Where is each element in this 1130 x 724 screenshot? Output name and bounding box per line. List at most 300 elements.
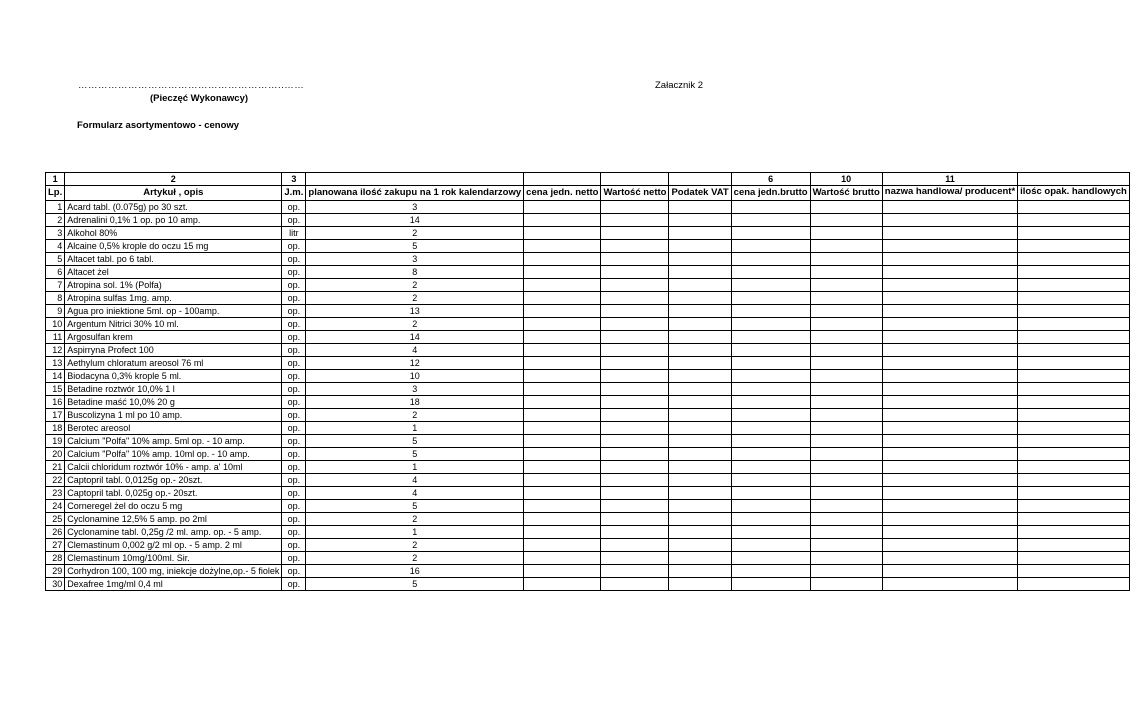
row-trade-name-cell[interactable] [882, 357, 1017, 370]
table-row [46, 305, 1130, 318]
row-trade-name-cell[interactable] [882, 266, 1017, 279]
row-unit-price-net-cell[interactable] [524, 474, 601, 487]
row-vat-cell[interactable] [669, 578, 731, 591]
row-package-count-cell[interactable] [1018, 552, 1130, 565]
row-unit-price-net-cell[interactable] [524, 240, 601, 253]
row-package-count-cell[interactable] [1018, 396, 1130, 409]
row-unit-price-gross-cell[interactable] [731, 526, 810, 539]
row-vat-cell[interactable] [669, 318, 731, 331]
row-value-net-cell[interactable] [601, 526, 669, 539]
row-unit-price-net-cell[interactable] [524, 461, 601, 474]
row-vat-cell[interactable] [669, 474, 731, 487]
row-unit-price-gross-cell[interactable] [731, 201, 810, 214]
row-trade-name-cell[interactable] [882, 305, 1017, 318]
row-value-gross-cell[interactable] [810, 513, 882, 526]
row-unit-price-gross-cell[interactable] [731, 292, 810, 305]
row-unit: op. [282, 383, 306, 396]
row-lp: 19 [46, 435, 65, 448]
row-unit-price-net-cell[interactable] [524, 526, 601, 539]
row-planned-qty: 2 [306, 227, 524, 240]
row-vat-cell[interactable] [669, 513, 731, 526]
row-unit: op. [282, 565, 306, 578]
row-vat-cell[interactable] [669, 344, 731, 357]
row-unit-price-gross-cell[interactable] [731, 474, 810, 487]
row-planned-qty: 3 [306, 253, 524, 266]
row-value-gross-cell[interactable] [810, 409, 882, 422]
row-vat-cell[interactable] [669, 383, 731, 396]
row-package-count-cell[interactable] [1018, 318, 1130, 331]
row-package-count-cell[interactable] [1018, 253, 1130, 266]
row-vat-cell[interactable] [669, 461, 731, 474]
row-unit-price-net-cell[interactable] [524, 565, 601, 578]
row-unit-price-net-cell[interactable] [524, 201, 601, 214]
row-article-name: Agua pro iniektione 5ml. op - 100amp. [65, 305, 282, 318]
row-vat-cell[interactable] [669, 396, 731, 409]
row-unit-price-gross-cell[interactable] [731, 565, 810, 578]
row-vat-cell[interactable] [669, 500, 731, 513]
row-value-gross-cell[interactable] [810, 266, 882, 279]
row-value-net-cell[interactable] [601, 292, 669, 305]
row-package-count-cell[interactable] [1018, 383, 1130, 396]
row-value-net-cell[interactable] [601, 448, 669, 461]
row-value-gross-cell[interactable] [810, 526, 882, 539]
row-trade-name-cell[interactable] [882, 227, 1017, 240]
row-trade-name-cell[interactable] [882, 526, 1017, 539]
row-article-name: Alcaine 0,5% krople do oczu 15 mg [65, 240, 282, 253]
row-trade-name-cell[interactable] [882, 539, 1017, 552]
table-row [46, 357, 1130, 370]
row-value-gross-cell[interactable] [810, 396, 882, 409]
row-trade-name-cell[interactable] [882, 383, 1017, 396]
row-unit-price-net-cell[interactable] [524, 552, 601, 565]
row-value-net-cell[interactable] [601, 396, 669, 409]
row-package-count-cell[interactable] [1018, 526, 1130, 539]
row-value-net-cell[interactable] [601, 539, 669, 552]
row-value-gross-cell[interactable] [810, 552, 882, 565]
row-vat-cell[interactable] [669, 422, 731, 435]
row-package-count-cell[interactable] [1018, 448, 1130, 461]
row-unit-price-gross-cell[interactable] [731, 383, 810, 396]
row-unit-price-gross-cell[interactable] [731, 266, 810, 279]
row-planned-qty: 5 [306, 500, 524, 513]
row-planned-qty: 5 [306, 435, 524, 448]
row-value-gross-cell[interactable] [810, 344, 882, 357]
row-unit-price-net-cell[interactable] [524, 318, 601, 331]
table-row [46, 578, 1130, 591]
column-number: 3 [282, 173, 306, 186]
row-unit-price-net-cell[interactable] [524, 513, 601, 526]
row-package-count-cell[interactable] [1018, 370, 1130, 383]
row-vat-cell[interactable] [669, 552, 731, 565]
row-vat-cell[interactable] [669, 240, 731, 253]
header-package-count: ilośc opak. handlowych [1018, 186, 1130, 201]
row-unit: op. [282, 539, 306, 552]
row-value-net-cell[interactable] [601, 578, 669, 591]
row-value-gross-cell[interactable] [810, 487, 882, 500]
row-unit-price-net-cell[interactable] [524, 448, 601, 461]
row-unit: op. [282, 240, 306, 253]
row-package-count-cell[interactable] [1018, 422, 1130, 435]
row-unit-price-gross-cell[interactable] [731, 500, 810, 513]
row-unit-price-net-cell[interactable] [524, 357, 601, 370]
row-value-net-cell[interactable] [601, 214, 669, 227]
row-trade-name-cell[interactable] [882, 422, 1017, 435]
row-value-net-cell[interactable] [601, 331, 669, 344]
row-value-gross-cell[interactable] [810, 422, 882, 435]
row-article-name: Argentum Nitrici 30% 10 ml. [65, 318, 282, 331]
row-value-gross-cell[interactable] [810, 500, 882, 513]
row-trade-name-cell[interactable] [882, 214, 1017, 227]
header-vat: Podatek VAT [669, 186, 731, 201]
row-unit-price-gross-cell[interactable] [731, 318, 810, 331]
row-unit: op. [282, 344, 306, 357]
row-value-net-cell[interactable] [601, 552, 669, 565]
row-unit-price-gross-cell[interactable] [731, 448, 810, 461]
header-value-net: Wartość netto [601, 186, 669, 201]
row-article-name: Corneregel żel do oczu 5 mg [65, 500, 282, 513]
row-unit-price-net-cell[interactable] [524, 396, 601, 409]
row-lp: 28 [46, 552, 65, 565]
row-unit-price-net-cell[interactable] [524, 292, 601, 305]
row-value-net-cell[interactable] [601, 500, 669, 513]
row-article-name: Captopril tabl. 0,0125g op.- 20szt. [65, 474, 282, 487]
row-lp: 8 [46, 292, 65, 305]
row-trade-name-cell[interactable] [882, 552, 1017, 565]
row-vat-cell[interactable] [669, 253, 731, 266]
row-value-gross-cell[interactable] [810, 253, 882, 266]
row-unit-price-gross-cell[interactable] [731, 227, 810, 240]
table-row [46, 266, 1130, 279]
row-planned-qty: 14 [306, 214, 524, 227]
row-lp: 10 [46, 318, 65, 331]
row-article-name: Calcii chloridum roztwór 10% - amp. a' 10ml [65, 461, 282, 474]
row-unit-price-gross-cell[interactable] [731, 513, 810, 526]
row-vat-cell[interactable] [669, 305, 731, 318]
row-vat-cell[interactable] [669, 409, 731, 422]
row-unit: op. [282, 513, 306, 526]
row-lp: 15 [46, 383, 65, 396]
row-value-net-cell[interactable] [601, 383, 669, 396]
row-unit: op. [282, 578, 306, 591]
column-number [1018, 173, 1130, 186]
row-value-net-cell[interactable] [601, 422, 669, 435]
row-trade-name-cell[interactable] [882, 318, 1017, 331]
row-unit-price-net-cell[interactable] [524, 370, 601, 383]
row-value-gross-cell[interactable] [810, 292, 882, 305]
row-package-count-cell[interactable] [1018, 487, 1130, 500]
row-lp: 30 [46, 578, 65, 591]
row-package-count-cell[interactable] [1018, 461, 1130, 474]
row-planned-qty: 13 [306, 305, 524, 318]
column-number [524, 173, 601, 186]
row-trade-name-cell[interactable] [882, 461, 1017, 474]
row-unit: op. [282, 370, 306, 383]
row-value-net-cell[interactable] [601, 344, 669, 357]
row-package-count-cell[interactable] [1018, 513, 1130, 526]
row-unit: op. [282, 318, 306, 331]
table-row [46, 214, 1130, 227]
row-planned-qty: 4 [306, 487, 524, 500]
row-package-count-cell[interactable] [1018, 344, 1130, 357]
row-planned-qty: 2 [306, 513, 524, 526]
row-value-net-cell[interactable] [601, 305, 669, 318]
row-trade-name-cell[interactable] [882, 370, 1017, 383]
column-number [669, 173, 731, 186]
row-value-gross-cell[interactable] [810, 461, 882, 474]
row-package-count-cell[interactable] [1018, 539, 1130, 552]
row-unit-price-net-cell[interactable] [524, 422, 601, 435]
column-number [306, 173, 524, 186]
row-value-net-cell[interactable] [601, 357, 669, 370]
row-value-net-cell[interactable] [601, 461, 669, 474]
row-unit-price-net-cell[interactable] [524, 331, 601, 344]
row-lp: 7 [46, 279, 65, 292]
row-package-count-cell[interactable] [1018, 227, 1130, 240]
row-unit-price-net-cell[interactable] [524, 227, 601, 240]
row-unit-price-gross-cell[interactable] [731, 552, 810, 565]
row-unit: op. [282, 422, 306, 435]
row-trade-name-cell[interactable] [882, 409, 1017, 422]
row-vat-cell[interactable] [669, 370, 731, 383]
row-trade-name-cell[interactable] [882, 240, 1017, 253]
row-unit-price-gross-cell[interactable] [731, 409, 810, 422]
row-vat-cell[interactable] [669, 214, 731, 227]
row-unit-price-gross-cell[interactable] [731, 539, 810, 552]
row-value-net-cell[interactable] [601, 253, 669, 266]
row-unit: op. [282, 253, 306, 266]
row-unit-price-gross-cell[interactable] [731, 240, 810, 253]
header-planned-qty: planowana ilość zakupu na 1 rok kalendarzowy [306, 186, 524, 201]
row-trade-name-cell[interactable] [882, 279, 1017, 292]
row-unit-price-net-cell[interactable] [524, 578, 601, 591]
row-planned-qty: 2 [306, 552, 524, 565]
row-planned-qty: 5 [306, 240, 524, 253]
row-value-gross-cell[interactable] [810, 578, 882, 591]
row-value-net-cell[interactable] [601, 279, 669, 292]
row-unit-price-net-cell[interactable] [524, 409, 601, 422]
row-trade-name-cell[interactable] [882, 578, 1017, 591]
row-value-net-cell[interactable] [601, 266, 669, 279]
row-package-count-cell[interactable] [1018, 435, 1130, 448]
row-planned-qty: 3 [306, 383, 524, 396]
row-package-count-cell[interactable] [1018, 279, 1130, 292]
row-value-net-cell[interactable] [601, 227, 669, 240]
row-lp: 6 [46, 266, 65, 279]
row-unit-price-net-cell[interactable] [524, 500, 601, 513]
row-value-net-cell[interactable] [601, 201, 669, 214]
row-trade-name-cell[interactable] [882, 331, 1017, 344]
row-package-count-cell[interactable] [1018, 266, 1130, 279]
row-unit: litr [282, 227, 306, 240]
row-article-name: Biodacyna 0,3% krople 5 ml. [65, 370, 282, 383]
row-trade-name-cell[interactable] [882, 435, 1017, 448]
row-trade-name-cell[interactable] [882, 253, 1017, 266]
row-unit-price-net-cell[interactable] [524, 487, 601, 500]
row-package-count-cell[interactable] [1018, 500, 1130, 513]
table-row [46, 435, 1130, 448]
row-trade-name-cell[interactable] [882, 201, 1017, 214]
table-row [46, 227, 1130, 240]
row-value-gross-cell[interactable] [810, 474, 882, 487]
row-planned-qty: 10 [306, 370, 524, 383]
row-value-gross-cell[interactable] [810, 435, 882, 448]
row-article-name: Betadine maść 10,0% 20 g [65, 396, 282, 409]
row-value-gross-cell[interactable] [810, 305, 882, 318]
row-article-name: Captopril tabl. 0,025g op.- 20szt. [65, 487, 282, 500]
header-value-gross: Wartość brutto [810, 186, 882, 201]
row-unit-price-gross-cell[interactable] [731, 578, 810, 591]
row-unit-price-net-cell[interactable] [524, 344, 601, 357]
row-vat-cell[interactable] [669, 331, 731, 344]
header-unit: J.m. [282, 186, 306, 201]
row-vat-cell[interactable] [669, 357, 731, 370]
row-unit-price-gross-cell[interactable] [731, 461, 810, 474]
row-vat-cell[interactable] [669, 565, 731, 578]
column-number-row [46, 173, 1130, 186]
row-lp: 23 [46, 487, 65, 500]
row-vat-cell[interactable] [669, 539, 731, 552]
row-trade-name-cell[interactable] [882, 513, 1017, 526]
row-planned-qty: 3 [306, 201, 524, 214]
row-article-name: Alkohol 80% [65, 227, 282, 240]
row-vat-cell[interactable] [669, 448, 731, 461]
row-value-gross-cell[interactable] [810, 214, 882, 227]
row-package-count-cell[interactable] [1018, 240, 1130, 253]
row-vat-cell[interactable] [669, 266, 731, 279]
row-unit-price-gross-cell[interactable] [731, 279, 810, 292]
table-row [46, 331, 1130, 344]
table-row [46, 461, 1130, 474]
row-trade-name-cell[interactable] [882, 474, 1017, 487]
row-article-name: Altacet żel [65, 266, 282, 279]
row-value-gross-cell[interactable] [810, 227, 882, 240]
row-value-net-cell[interactable] [601, 370, 669, 383]
row-value-gross-cell[interactable] [810, 565, 882, 578]
form-title: Formularz asortymentowo - cenowy [77, 120, 240, 131]
row-vat-cell[interactable] [669, 279, 731, 292]
row-value-net-cell[interactable] [601, 240, 669, 253]
row-value-net-cell[interactable] [601, 474, 669, 487]
table-row [46, 487, 1130, 500]
row-unit-price-net-cell[interactable] [524, 266, 601, 279]
row-lp: 3 [46, 227, 65, 240]
row-unit-price-gross-cell[interactable] [731, 357, 810, 370]
row-article-name: Adrenalini 0,1% 1 op. po 10 amp. [65, 214, 282, 227]
row-article-name: Buscolizyna 1 ml po 10 amp. [65, 409, 282, 422]
row-unit-price-net-cell[interactable] [524, 539, 601, 552]
row-package-count-cell[interactable] [1018, 214, 1130, 227]
table-row [46, 292, 1130, 305]
row-package-count-cell[interactable] [1018, 201, 1130, 214]
row-lp: 27 [46, 539, 65, 552]
row-unit-price-gross-cell[interactable] [731, 344, 810, 357]
row-unit-price-gross-cell[interactable] [731, 305, 810, 318]
row-value-net-cell[interactable] [601, 409, 669, 422]
row-package-count-cell[interactable] [1018, 331, 1130, 344]
row-unit-price-net-cell[interactable] [524, 383, 601, 396]
row-vat-cell[interactable] [669, 201, 731, 214]
row-unit-price-gross-cell[interactable] [731, 253, 810, 266]
row-article-name: Betadine roztwór 10,0% 1 l [65, 383, 282, 396]
row-lp: 1 [46, 201, 65, 214]
row-vat-cell[interactable] [669, 526, 731, 539]
table-row [46, 370, 1130, 383]
row-value-gross-cell[interactable] [810, 370, 882, 383]
row-unit-price-net-cell[interactable] [524, 435, 601, 448]
row-planned-qty: 5 [306, 578, 524, 591]
row-value-gross-cell[interactable] [810, 279, 882, 292]
row-lp: 22 [46, 474, 65, 487]
row-unit: op. [282, 305, 306, 318]
row-article-name: Clemastinum 0,002 g/2 ml op. - 5 amp. 2 ml [65, 539, 282, 552]
header-trade-name: nazwa handlowa/ producent* [882, 186, 1017, 201]
row-unit: op. [282, 500, 306, 513]
row-trade-name-cell[interactable] [882, 487, 1017, 500]
row-value-net-cell[interactable] [601, 513, 669, 526]
row-package-count-cell[interactable] [1018, 305, 1130, 318]
row-unit-price-net-cell[interactable] [524, 214, 601, 227]
row-value-gross-cell[interactable] [810, 331, 882, 344]
row-value-gross-cell[interactable] [810, 383, 882, 396]
row-value-gross-cell[interactable] [810, 240, 882, 253]
header-unit-price-net: cena jedn. netto [524, 186, 601, 201]
row-unit-price-net-cell[interactable] [524, 253, 601, 266]
row-unit-price-gross-cell[interactable] [731, 370, 810, 383]
row-article-name: Atropina sulfas 1mg. amp. [65, 292, 282, 305]
row-package-count-cell[interactable] [1018, 292, 1130, 305]
row-unit: op. [282, 331, 306, 344]
row-unit-price-gross-cell[interactable] [731, 422, 810, 435]
row-value-gross-cell[interactable] [810, 357, 882, 370]
row-package-count-cell[interactable] [1018, 578, 1130, 591]
row-value-gross-cell[interactable] [810, 318, 882, 331]
column-number [601, 173, 669, 186]
row-package-count-cell[interactable] [1018, 565, 1130, 578]
row-unit-price-net-cell[interactable] [524, 279, 601, 292]
row-unit-price-gross-cell[interactable] [731, 214, 810, 227]
table-row [46, 565, 1130, 578]
row-unit-price-net-cell[interactable] [524, 305, 601, 318]
row-value-gross-cell[interactable] [810, 539, 882, 552]
row-value-gross-cell[interactable] [810, 448, 882, 461]
row-trade-name-cell[interactable] [882, 344, 1017, 357]
row-value-net-cell[interactable] [601, 565, 669, 578]
row-value-net-cell[interactable] [601, 318, 669, 331]
row-package-count-cell[interactable] [1018, 357, 1130, 370]
row-trade-name-cell[interactable] [882, 448, 1017, 461]
table-row [46, 539, 1130, 552]
row-vat-cell[interactable] [669, 487, 731, 500]
row-vat-cell[interactable] [669, 292, 731, 305]
row-unit-price-gross-cell[interactable] [731, 331, 810, 344]
row-package-count-cell[interactable] [1018, 474, 1130, 487]
row-trade-name-cell[interactable] [882, 396, 1017, 409]
row-unit-price-gross-cell[interactable] [731, 487, 810, 500]
row-vat-cell[interactable] [669, 227, 731, 240]
row-trade-name-cell[interactable] [882, 565, 1017, 578]
row-trade-name-cell[interactable] [882, 500, 1017, 513]
row-value-net-cell[interactable] [601, 487, 669, 500]
row-package-count-cell[interactable] [1018, 409, 1130, 422]
row-value-net-cell[interactable] [601, 435, 669, 448]
stamp-dotted-line: ……………………………………………………..…… [78, 80, 305, 91]
row-unit-price-gross-cell[interactable] [731, 396, 810, 409]
row-value-gross-cell[interactable] [810, 201, 882, 214]
row-article-name: Cyclonamine tabl. 0,25g /2 ml. amp. op. - 5 amp. [65, 526, 282, 539]
row-unit-price-gross-cell[interactable] [731, 435, 810, 448]
row-trade-name-cell[interactable] [882, 292, 1017, 305]
row-vat-cell[interactable] [669, 435, 731, 448]
